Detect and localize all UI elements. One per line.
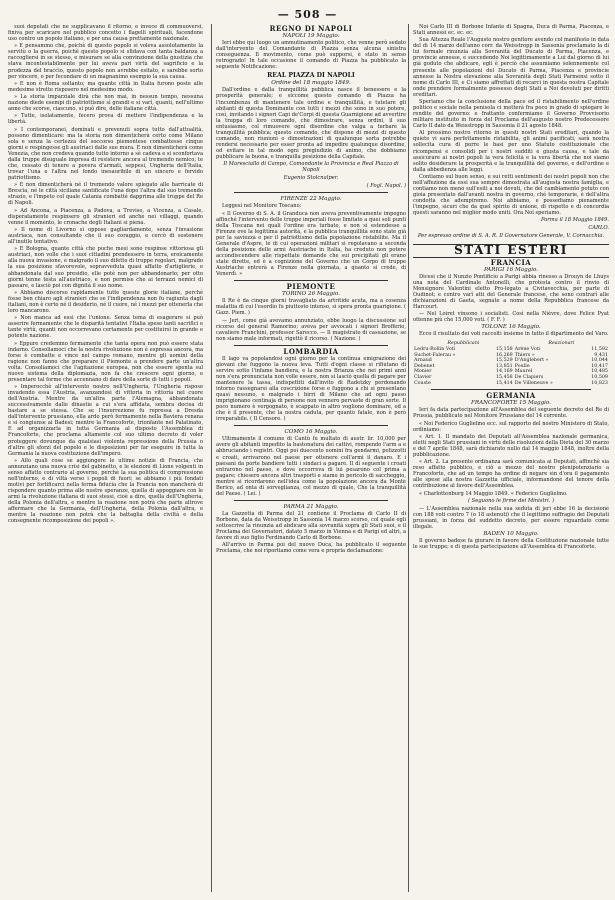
firenze-paragraphs: [216, 203, 406, 277]
dateline-parma: PARMA 21 Maggio.: [283, 503, 339, 510]
column-middle: [211, 24, 406, 892]
column-right: [408, 24, 609, 892]
table-cell: Couste: [414, 380, 431, 386]
table-cell: 13,851: [495, 363, 513, 369]
table-cell: Suchet-Falerau »: [414, 352, 456, 358]
divider: [234, 192, 388, 193]
section-title-lombardia: LOMBARDIA: [283, 346, 339, 356]
table-cell: Debenet: [414, 363, 435, 369]
paragraph: » E non è Roma soltanto; ma quante città in Italia furono poste alle medesime strette risposero nel medesimo modo.: [8, 80, 203, 93]
table-cell: 10,823: [591, 380, 608, 386]
paragraph: Ieri ebbe qui luogo un ammutinamento politico, che venne però sedato dall'intervento del Comandante di Piazza senza alcuna sinistra conseguenza. Il movimento, come può supporsi, è stato in senso retrogrado! In tale occasione il comando di Piazza ha pubblicato la seguente Notificazione:: [216, 40, 406, 71]
proclama-paragraphs: [413, 24, 609, 216]
table-cell: De Clapiers: [514, 375, 544, 381]
table-cell: 15,414: [495, 380, 513, 386]
table-cell: Arène Voti: [514, 347, 541, 353]
paragraph: Noi Carlo III di Borbone Infante di Spagna, Duca di Parma, Piacenza, e Stati annessi ec. ec. ec.: [413, 24, 609, 37]
paragraph: Il governo badese fa giurare in favore della Costituzione nazionale tutte le sue truppe; e di questa partecipazione all'Assemblea di Francoforte.: [413, 538, 609, 551]
paragraph: — Jeri, come già avevamo annunziato, ebbe luogo la discussione sul ricorso del general Ramorino; aveva per avvocati i signori Brofferio, cavaliere Franchini, professor Sarecco. — Il magistrato di cassazione, se non siamo male informati, rigettò il ricorso. ( Nazione. ): [216, 317, 406, 342]
paragraph: Sua Altezza Reale l'Augusto nostro genitore avendo col manifesto in data del di 14 marzo dell'anno corr. da Weisstropp in Sassonia proclamato la di lui formale rinunzia alla Sovranità del Ducato di Parma, Piacenza, e provincie annesse, e succedendo Noi legittimamente a Lui dal giorno di lui già goduto che abdicare, egli è perciò che assumiamo solennemente col presente alle popolazioni del Ducato di Parma, Piacenza e provincie annesse la Nostra elevazione alla Sovranità degli Stati Parmensi sotto il nome di Carlo III, e Ci siamo affrettati di recarci in questa nostra Capitale onde prendere formalmente possesso degli Stati a Noi devoluti per diritti ereditari.: [413, 37, 609, 98]
section-title-piemonte: PIEMONTE: [286, 282, 336, 292]
dateline-baden: BADEN 10 Maggio.: [483, 531, 539, 538]
divider: [234, 345, 388, 346]
divider: [234, 500, 388, 501]
paragraph: » Allo quali cose se aggiungere le ultime notizie di Francia, che annunziano una nuova crisi del gabinetto, e le elezioni di Lione volgenti in senso affatto contrario al governo, perchè la sua politica di compressione nell'interno, e di viltà verso i popoli di fuori; se abbiamo i più fondati motivi per fortificarci nella ferma fiducia che la Francia non mancherà di rispondere quanto prima alle nostre speranze, quella di appoggiare con le armi la rivoluzione italiana di suoi stessi, cioè a dire, quella dell'Ungheria, della Polonia dell'altra, e mentre la reazione non potrà che parte altrove affermare che la Germania, dell'Ungheria, della Polonia dall'altra, e mentre la reazione non potrà che la battaglia della civiltà e della consegnente ricomposizione dei popoli ».: [8, 457, 203, 525]
dateline-como: COMO 16 Maggio.: [284, 429, 338, 436]
proclama-date-place: Parma il 18 Maggio 1849.: [540, 217, 609, 224]
dateline-parigi: PARIGI 16 Maggio.: [483, 266, 539, 273]
table-cell: 14,169: [495, 369, 513, 375]
dateline-francoforte: FRANCOFORTE 15 Maggio.: [470, 400, 552, 407]
table-cell: Monier: [414, 369, 432, 375]
paragraph: Il lago va popolandosi ogni giorno per la continua emigrazione dei giovani che fuggono la nuova leva. Tutti d'ogni classe si rifiutano di servire sotto l'infame bandiera, e la nostra Brianza che nei primi anni non s'era pronunciata non volle essere, non si lasciò quella di pagare per mantenere la tassa, indispettiti dall'invito di Radetzky perdonando intorno rassegnarsi alla coscrizione forse e fuggono a chi si presentano quasi nessuno, e malgrado i birri di Milano che ad ogni passo imprigionano centinaja di persone non vennero pervaste di gran sorte. Il poco numero è vergognato, è scappato in altro vogliono dominare, od a che è il presente, che la nostra caduta, per quanto fatale, non è però irreparabile. ( Il Censore. ): [216, 355, 406, 423]
paragraph: » E Bologna, quante città che poche mesi sono respinse vittoriosa gli austriaci, non volle che i suoi cittadini prendessero in terra, eroicamente alla nuova invasione, e malgrado il suo difetto di truppe regolari, malgrado la sua posizione sfavorevole, sopravveduta quasi affatto d'artiglierie, e abbandonata dal suo presidio, elle potè non per abbandonarlo; per otto giorni tenne testa all'austriaco, e non permise che ai terrazzi nemici di passare, e lasciò poi con dignità il suo nome.: [8, 246, 203, 289]
votes-head-right: Reazionari: [548, 340, 575, 346]
table-cell: 15,158: [495, 347, 513, 353]
paragraph: » Il nome di Livorno si oppose gagliardamente, senza l'invasione austriaca, non consultando che il suo coraggio, e cercò di sostenere all'inutile tentativo.: [8, 227, 203, 246]
column-left: [8, 24, 203, 892]
table-cell: Maurel: [514, 369, 533, 375]
paragraph: » Imperocchè all'intervento nostro nell'Ungheria, l'Ungheria rispose invadendo essa l'Austria, avanzandosi di vittoria in vittoria nel cuore dell'Austria. Mentre da un'altra parte l'Alemagna, abbandonata successivamente dalle dinastie a cui s'era affidata, sembra decisa di bastare a se stessa. Che se l'insurrezione fu repressa a Dresda dall'intervento prussiano, ella ardo però fermamente nella Baviera renana e si congiunse ai Badesi; mentre la Francoforte, trionfante nel Palatinato, E ad organizzarla in tutta Germania al disposto l'Assemblea di Francoforte, che proclama altamente col suo ultimo decreto di voler proteggere dovunque da qualsiasi violenta repressione della Prussia o d'altre gli sforzi del popolo e le disposizioni per far eseguire in tutta la Germania la nuova costituzione dell'impero.: [8, 384, 203, 457]
paragraph: « Art. 2. La presente ordinanza sarà comunicata ai Deputati, affinchè sia reso affatto pubblico, e ciò a mezzo del nostro plenipotenziario a Francoforte, che ad un tempo ha ordine di negare sin d'ora il pagamento alle spese alla nostra Gazzetta ufficiale, informandone del tenore della contribuzione al favore dell'Assemblea.: [413, 459, 609, 490]
table-cell: 10,044: [591, 358, 608, 364]
como-paragraphs: [216, 436, 406, 496]
paragraph: » Eppure credemmo fermamente che tanta opera non può essere stata indarno. Consoliamoci che la nostra rivoluzione non è espressa ancora, ma forse è combatte e vince nel campo romano, mentre gli uomini della ragione non fanno che preparare il Piemonte a prendere parte un'altra volta. Consoliamoci che l'agitazione europea, non che essere spenta sul nuovo sistema della diplomazia, non fa che crescere ogni giorno, e presentare tal forme che accennano di dare della sorte di tutti i popoli.: [8, 340, 203, 383]
table-cell: 15,458: [495, 375, 513, 381]
table-cell: 10,509: [591, 375, 608, 381]
dateline-firenze: FIRENZE 22 Maggio.: [280, 196, 342, 203]
paragraph: Dicesi che il Nunzio Pontificio a Parigi abbia rinesso a Drouyn de Lhuys una nota del Cardinale Antonelli, che protesta contro il rinvio di Monsignore Valentini eletto Pro-legato a Civitavecchia, per parte di Oudinot; e contro varî atti del Generale francese, che sono contrarî alle dichiarazioni di Gaeta, segnate a nome della Repubblica francese da Harcourt.: [413, 273, 609, 310]
proclama-signature: CARLO.: [588, 225, 609, 232]
page-number: — 508 —: [277, 8, 338, 21]
paragraph: suoi deputati che ne supplicavano il ritorno, e invece di commuoversi, finiva per scaricare nel pubblico concetto i flagelli spirituali, facendone uso contro un popolo italiano, e per una causa prettamente nazionale.: [8, 24, 203, 43]
table-cell: 11,592: [591, 347, 608, 353]
paragraph: » E pensammo che, poichè di questo popolo si voleva assolutamente la servitù o la guerra, poichè questo popolo si sfidava con tanta baldanza a raccogliersi in se stesso, e misurare se alla convinzione della giustizia che stava incontestabilmente per lui aveva pari virtù del sagrificio e la prodezza del braccio, questo popolo non avrebbe esitato, e sarebbe sorto per vincere, o per fecondare di un magnanimo esempio la sua causa.: [8, 43, 203, 80]
order-signature-name: Eugenio Stolcnalper.: [283, 175, 339, 182]
dateline-napoli: NAPOLI 19 Maggio.: [282, 33, 340, 40]
table-cell: Ledru-Rollin Voti: [414, 347, 456, 353]
paragraph: La Gazzetta di Parma del 21 contiene il Proclama di Carlo II di Borbone, data da Weisstropp in Sassonia 14 marzo scorso, col quale egli sottoscrive la rinunzia ad abdicare alla sovranità sopra gli Stati suoi, e il Proclama dei Governatori, datato 5 marzo in Vienna e di Parigi ed altri, a favore di suo figlio Ferdinando Carlo di Borbone.: [216, 510, 406, 542]
proclama-countersign: Per espresso ordine di S. A. R. Il Governatore Generale, V. Cornacchia.: [417, 233, 605, 240]
subheading-real-piazza: REAL PIAZZA DI NAPOLI: [267, 72, 355, 80]
table-cell: Poulle: [514, 363, 530, 369]
paragraph: All'arrivo in Parma poi del nuovo Duca, ha pubblicato il seguente Proclama, che noi riportiamo come vera e propria declamazione:: [216, 542, 406, 555]
paragraph: — Nel Loiret vinsono i socialisti. Così nella Nièvre, dove Felice Pyat ottenne più che 15,000 voti. ( F. F. ): [413, 311, 609, 324]
section-title-francia: FRANCIA: [490, 257, 532, 267]
napoli-paragraphs: [216, 40, 406, 70]
dateline-tolone: TOLONE 16 Maggio.: [481, 324, 541, 331]
paragraph: » Non manca ad essi che l'unione. Senza tema di esagerare si può asserire fermamente che le disparità tentativi l'Italia spese tanti sacrifici e tante virtù, quanti non occorrevano certamente per costituirsi in grande e potente nazione.: [8, 315, 203, 340]
paragraph: « Noi Federico Guglielmo ecc. sul rapporto del nostro Ministero di Stato, ordiniamo:: [413, 420, 609, 433]
section-title-napoli: REGNO DI NAPOLI: [269, 24, 353, 33]
paragraph: » Abbiamo discorso rapidamente tutte queste glorie italiane, perché fosse ben chiaro agli stranieri che se l'indipendenza non fu ragiunta dagli italiani, non è certo né il desiderio, né il cuore, né i mezzi per ottenerla che loro mancarono.: [8, 289, 203, 314]
divider: [234, 280, 388, 281]
paragraph: Al prossimo nostro ritorno in questi nostri Stati ereditari, quando la quiete vi sarà perfettamente ristabilita, gli animi pacificati, sarà nostra sollecita cura di porre le basi per uno Statuto costituzionale che ricompensi e consolidi per i nostri sudditi e giusta causa, e tale da assicurare ai nostri popoli la vera felicità e la vera libertà che noi siamo solito desiderare la prosperità e la tranquillità del governo, e dell'ordine e dalla abbedienza alle leggi.: [413, 130, 609, 173]
paragraph: » La storia imparziale dirà che non mai, in nessun tempo, nessuna nazione diede esempi di patriottismo sì grandi e sì varî, quanti, nell'ultimo anno che scorse, ciascuno, si può dire, delle italiane città.: [8, 94, 203, 113]
table-cell: 10,485: [591, 369, 608, 375]
paragraph: « Il Governo di S. A. il Granduca non aveva preventivamente impegno affinché l'intervento delle truppe imperiali fosse limitato a quei soli punti della Toscana nei quali l'ordine era turbato, e non si estendesse a Firenze ove la legittima autorità, e la pubblica tranquillità sono state già per la saviezza e per il patriottismo della popolazione ristabilite. Ma il Generale d'Aspre, le di cui operazioni militari si regolavano a seconda della posizione delle armi Austriache in Italia, ha creduto non potere accondiscendere alle rispettate domande che sui precipitati gli erano state dirette, ed è a cognizione del Governo che un Corpo di truppe Austriache entrerà a Firenze nella giornata, a quanto si crede, di Venerdì. »: [216, 210, 406, 278]
votes-head-left: Repubblicani: [447, 340, 480, 346]
divider: [234, 425, 388, 426]
germania-after-paragraphs: [413, 506, 609, 530]
paragraph: « Art. 1. Il mandato dei Deputati all'Assemblea nazionale germanica, eletti negli Stati prussiani in virtù delle risoluzioni della Dieta del 30 marzo e del 7 aprile 1848, sarà dichiarato nullo dal 14 maggio 1848, inoltre della pubblicazione.: [413, 433, 609, 459]
table-cell: Thiers »: [514, 352, 535, 358]
paragraph: « Charlottenburg 14 Maggio 1849. « Federico Guglielmo.: [419, 490, 568, 497]
source-fogl-napol: ( Fogl. Napol. ): [366, 183, 406, 190]
tolone-intro: Ecco il risultato dei voti raccolti insieme in tutto il dipartimento del Varo.: [419, 331, 609, 338]
paragraph: Contiamo sul buon senso, e sui retti sentimenti dei nostri popoli non che nell'affezione da essi sua sempre dimostrata all'augusta nostra famiglia, e contiamo non meno sull'esiti a noi dovuti, che del cambiamento potuto con gioia presentato dall'avanti nostra in governo, ché temporarie, è dell'altra condotta che adempiremo. Noi abbiamo, e possediamo pienamente l'impegno, sicuri che da quel spirito di unione, di rispetto e di concordia questi saranno nel miglior modo uniti. Ora Noi speriamo.: [413, 173, 609, 217]
order-date: Ordine del 18 maggio 1849.: [271, 80, 351, 87]
table-cell: Arnaud: [414, 358, 432, 364]
paragraph: Ieri fa data partecipazione all'Assemblea del seguente decreto del Re di Prussia, pubblicato nel Monitore Prussiano del 14 corrente.: [413, 407, 609, 420]
table-cell: Clavier: [414, 375, 432, 381]
paragraph: » Ad Ancona, a Piacenza, a Padova, a Treviso, a Vicenza, a Casale, disperatamente respinsero gli stranieri ed anche nei villaggi, quando venne il momento, le cronache degli Italiani si piena.: [8, 207, 203, 226]
votes-table-body: [413, 347, 609, 386]
table-cell: 10,417: [591, 363, 608, 369]
paragraph: » E non dimenticherà né il tremendo valore spiegato alle barricate di Brescia, né le città siciliane santificate l'una dopo l'altra dal suo tremendo strazio, e l'impeto col quale Catania combatté dapprima alle truppe del Re di Napoli.: [8, 182, 203, 207]
section-title-stati-esteri: STATI ESTERI: [454, 242, 568, 257]
divider: [431, 389, 591, 390]
col1-paragraphs: [8, 24, 203, 524]
paragraph: Leggesi nel Monitore Toscano:: [222, 203, 302, 210]
germania-ministers-note: ( Seguono le firme dei Ministri. ): [467, 497, 555, 504]
table-cell: D'Anglebert »: [514, 358, 549, 364]
paragraph: — L'Assemblea nazionale nella sua seduta di jeri ebbe 16 la decisione con 188 voti contro 7 (o 18 astenuti) che il legittimo suffragio dei Deputati prussiani, in forza del suddetto decreto, per essere riguardato come illegale.: [413, 506, 609, 531]
section-title-germania: GERMANIA: [486, 391, 536, 401]
paragraph: » Tutte, isolatamente, fecero prova di mettere l'indipendenza e la libertà.: [8, 113, 203, 126]
paragraph: Il Re è da cinque giorni travagliato da artritide acuta, ma a cosenza malattia di cui l'esordio fu piuttosto intenso, si spera pronta guarigione. ( Gazz. Piem. ): [216, 298, 406, 317]
table-cell: De Villeneuve »: [514, 380, 553, 386]
francia-paragraphs: [413, 274, 609, 324]
table-cell: 16,269: [495, 352, 513, 358]
order-text: Dall'ordine e dalla tranquillità pubblica nasce il benessere e la prosperità generale; e siccome questo comando di Piazza ha l'incumbenza di mantenere tale ordine e tranquillità, e tutelare gli abitanti di questa Dominante con tutti i mezzi che sono in suo potere, così, invitando i signori Capi de'Corpi di questa Guarnigione ad avvertire la truppa di loro comando, che dimostrare, senza ordini, il suo entusiasmo, col rimuovere ogni disordine che valga a turbare la tranquillità pubblica; questo comando, che dispone di mezzi di questo comando, non riunioni o dimostrazioni di qualunque sorta potrebbe rendersi necessario per esser pronta ad impedire qualunque disordine, od evitare in tal modo ogni pregiudizio di animo, che dobbiamo pubblicare la buona, e tranquilla posizione della Capitale.: [216, 87, 406, 160]
parma-paragraphs: [216, 511, 406, 555]
votes-table: [413, 340, 609, 387]
paragraph: Speriamo che la conclusione della pace ed il ristabilimento nell'ordine politico e sociale nella penisola ci metterà fra poco in grado di spiegare le rendite del governo: e frattanto confermiamo il Governo Provvisorio militare instituito in forza del Proclama dell'augusto nostro Predecessore Carlo II dato da Weisstropp in Sassonia il 21 agosto 1848.: [413, 98, 609, 130]
baden-paragraphs: [413, 538, 609, 550]
piemonte-paragraphs: [216, 298, 406, 342]
table-cell: 15,529: [495, 358, 513, 364]
table-row: [413, 381, 609, 387]
germania-paragraphs: [413, 407, 609, 496]
lombardia-paragraphs: [216, 356, 406, 423]
paragraph: » I contemporanei, dominati e prevenuti sopra tutto dall'attualità, possono dimenticare: ma la storia non dimenticherà certo come Milano sola e senza la certezza del soccorso piemontese combattesse cinque giorni e respingesse gli austriaci dalle sue mura. E non dimenticherà come Venezia, che non credeva quando tutto intorno a sè cadeva e si sconfortava dalla truppe disuguale impresa di resistere ancora al tremendo nemico; te che, cessato di tenere a povera d'armati, seppesi, Ungheria dell'Italia, trovar l'una e l'altra nel fondo inesauribile di un sincero e fervido patriottismo.: [8, 126, 203, 182]
table-cell: 9,431: [594, 352, 608, 358]
dateline-torino: TORINO 26 Maggio.: [282, 291, 340, 298]
order-signature-title: Il Maresciallo di Campo, Comandante la Provincia e Real Piazza di Napoli: [223, 161, 399, 174]
paragraph: Ultimamente il comune di Cantù fu multato di austr. lir. 10,000 per avere gli abitanti impedito la bastonatura dei cattivi, rompendo l'arm a e abbruciando i registri. Oggi poi duecento uomini fra gendarmi, polizzotti e croati, arrivarono nel paese per ottenere coll'armi il danaro. E i paesani da porte bandiere tutti i sindaci a pagare. Il dì seguente i croati entrarono nel paese, e dove occorreva di lui pesarono col prima a pagare; chiesero ancora altri trasporti e siamo in pericolo di saccheggio, mentre si ricordarono nell'idea come la popolazione ancora da Monte Berico, ad onta di sorveglianza, col mezzo di quale, Che la tranquillità del Paese. ( Lei. ): [216, 436, 406, 497]
